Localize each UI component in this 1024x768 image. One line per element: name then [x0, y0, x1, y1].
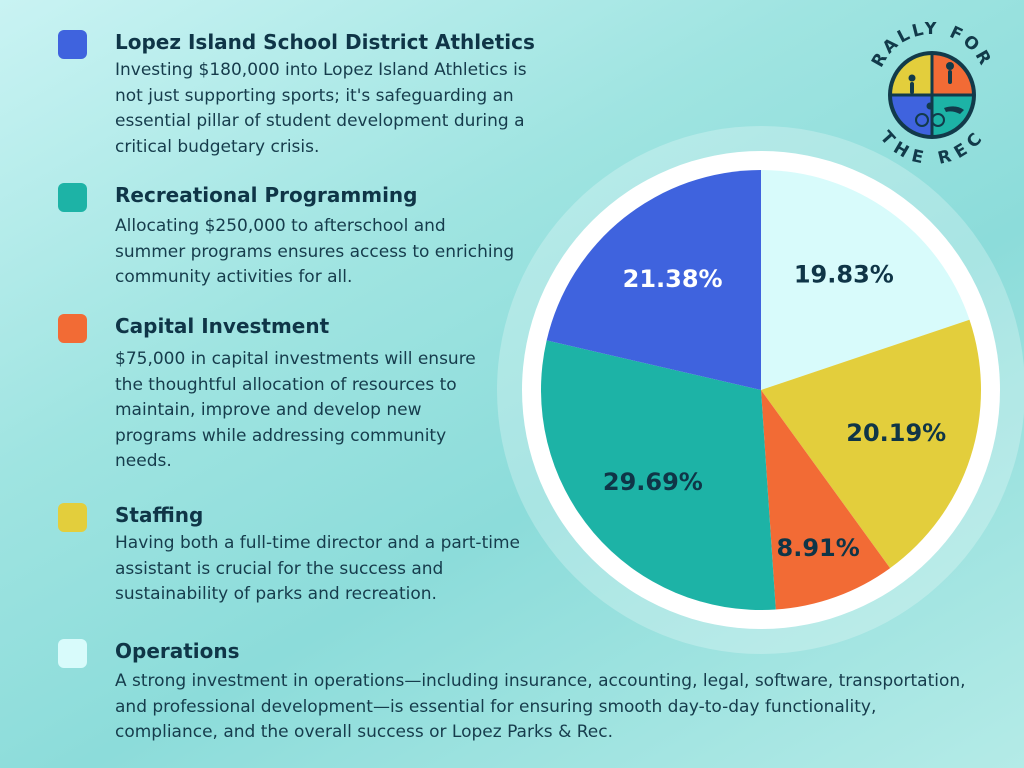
staffing-title: Staffing [115, 503, 204, 527]
pie-chart-container [497, 126, 1024, 654]
operations-title: Operations [115, 639, 240, 663]
capital-investment-color-swatch [58, 314, 87, 343]
logo-text-bottom: THE REC [875, 127, 989, 168]
pie-label-1: 20.19% [846, 419, 947, 448]
operations-description: A strong investment in operations—including insurance, accounting, legal, software, transportation, and professional development—is essential for ensuring smooth day-to-day functionality, compliance, and the overall success or Lopez Parks & Rec. [115, 671, 966, 742]
capital-investment-title: Capital Investment [115, 314, 330, 338]
pie-label-4: 21.38% [622, 264, 723, 293]
athletics-color-swatch [58, 30, 87, 59]
pie-label-0: 19.83% [793, 260, 894, 289]
athletics-description: Investing $180,000 into Lopez Island Athletics is not just supporting sports; it's safeguarding an essential pillar of student development during a critical budgetary crisis. [115, 60, 527, 157]
recreational-programming-color-swatch [58, 183, 87, 212]
pie-label-3: 29.69% [602, 468, 703, 497]
recreational-programming-title: Recreational Programming [115, 183, 418, 207]
staffing-color-swatch [58, 503, 87, 532]
staffing-description: Having both a full-time director and a part-time assistant is crucial for the success and sustainability of parks and recreation. [115, 533, 520, 604]
pie-slices [541, 170, 981, 610]
logo-text-top: RALLY FOR [868, 22, 996, 71]
rally-for-the-rec-logo [860, 22, 1004, 168]
capital-investment-description: $75,000 in capital investments will ensure the thoughtful allocation of resources to maintain, improve and develop new programs while addressing community needs. [115, 349, 476, 471]
operations-color-swatch [58, 639, 87, 668]
recreational-programming-description: Allocating $250,000 to afterschool and summer programs ensures access to enriching community activities for all. [115, 216, 515, 287]
pie-label-2: 8.91% [776, 533, 860, 562]
pie-chart [497, 126, 1024, 654]
athletics-title: Lopez Island School District Athletics [115, 30, 535, 54]
